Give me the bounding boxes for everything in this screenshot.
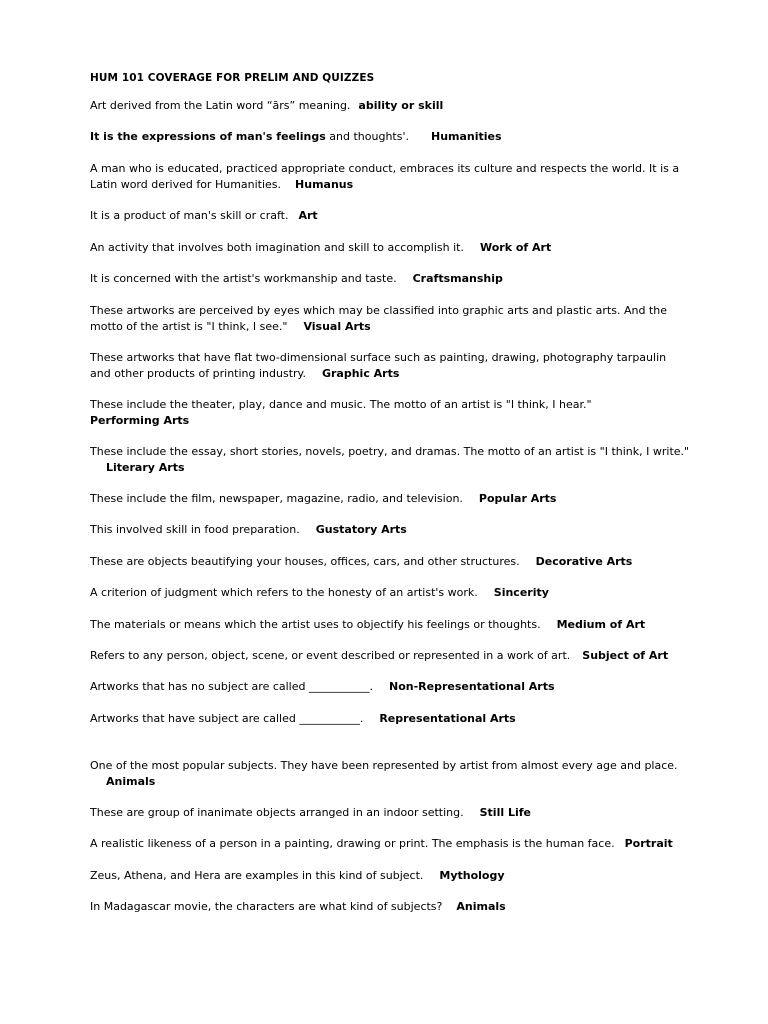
question-text: In Madagascar movie, the characters are what kind of subjects? [90,900,443,913]
question-text: One of the most popular subjects. They have been represented by artist from almost every age and place. [90,759,678,772]
answer-text: Gustatory Arts [315,523,407,536]
question-text: These artworks that have flat two-dimensional surface such as painting, drawing, photography tarpaulin and other products of printing industry. [90,351,667,380]
question-text: It is a product of man's skill or craft. [90,209,289,222]
question-text: An activity that involves both imagination and skill to accomplish it. [90,241,464,254]
question-text: A realistic likeness of a person in a painting, drawing or print. The emphasis is the human face. [90,837,615,850]
answer-text: Craftsmanship [412,272,503,285]
question-text: Zeus, Athena, and Hera are examples in this kind of subject. [90,869,424,882]
question-text: These include the essay, short stories, novels, poetry, and dramas. The motto of an artist is "I think, I write." [90,445,690,458]
question-text: These are objects beautifying your houses, offices, cars, and other structures. [90,555,520,568]
answer-text: Animals [456,900,506,913]
answer-text: Performing Arts [90,413,190,427]
list-item [90,350,690,381]
list-item [90,868,690,884]
question-text: Art derived from the Latin word “ārs” meaning. [90,99,351,112]
question-text: These include the film, newspaper, magazine, radio, and television. [90,492,463,505]
answer-text: Work of Art [479,241,552,254]
question-text: A criterion of judgment which refers to the honesty of an artist's work. [90,586,478,599]
answer-text: ability or skill [358,99,444,112]
list-item [90,98,690,114]
list-item [90,899,690,915]
list-item [90,444,690,475]
question-text: It is concerned with the artist's workmanship and taste. [90,272,397,285]
question-text: and thoughts'. [325,130,409,143]
answer-text: Decorative Arts [535,555,633,568]
answer-text: Subject of Art [582,649,669,662]
list-item [90,648,690,664]
answer-text: Animals [106,774,156,788]
list-item [90,805,690,821]
question-text: These include the theater, play, dance and music. The motto of an artist is "I think, I hear." [90,398,592,411]
list-item [90,303,690,334]
answer-text: Graphic Arts [321,366,400,380]
answer-text: Literary Arts [106,460,185,474]
list-item [90,554,690,570]
question-text: These artworks are perceived by eyes which may be classified into graphic arts and plastic arts. And the motto of the artist is "I think, I see." [90,304,667,333]
answer-text: Visual Arts [303,319,371,333]
answer-text: Medium of Art [556,618,646,631]
answer-text: Popular Arts [478,492,557,505]
list-item [90,208,690,224]
answer-text: Mythology [439,869,505,882]
list-item [90,240,690,256]
question-text: Artworks that have subject are called ___________. [90,712,364,725]
question-text: Artworks that has no subject are called ___________. [90,680,373,693]
answer-text: Portrait [624,837,673,850]
answer-text: Humanities [431,130,502,143]
question-text: This involved skill in food preparation. [90,523,300,536]
list-item [90,836,690,852]
answer-text: Non-Representational Arts [388,680,555,693]
list-item [90,679,690,695]
document-title: HUM 101 COVERAGE FOR PRELIM AND QUIZZES [90,72,375,84]
question-text: These are group of inanimate objects arranged in an indoor setting. [90,806,464,819]
answer-text: Still Life [479,806,531,819]
answer-text: Sincerity [493,586,549,599]
answer-text: Representational Arts [379,712,516,725]
question-text: Refers to any person, object, scene, or event described or represented in a work of art. [90,649,571,662]
list-item [90,711,690,727]
list-item [90,758,690,789]
list-item [90,522,690,538]
list-item [90,617,690,633]
list-item [90,491,690,507]
list-item [90,129,690,145]
list-item [90,271,690,287]
list-item [90,161,690,192]
list-item [90,397,690,428]
question-lead-text: It is the expressions of man's feelings [90,130,326,143]
question-text: The materials or means which the artist uses to objectify his feelings or thoughts. [90,618,541,631]
question-text: A man who is educated, practiced appropriate conduct, embraces its culture and respects the world. It is a Latin word derived for Humanities. [90,162,680,191]
answer-text: Art [298,209,318,222]
list-item [90,585,690,601]
answer-text: Humanus [295,177,354,191]
